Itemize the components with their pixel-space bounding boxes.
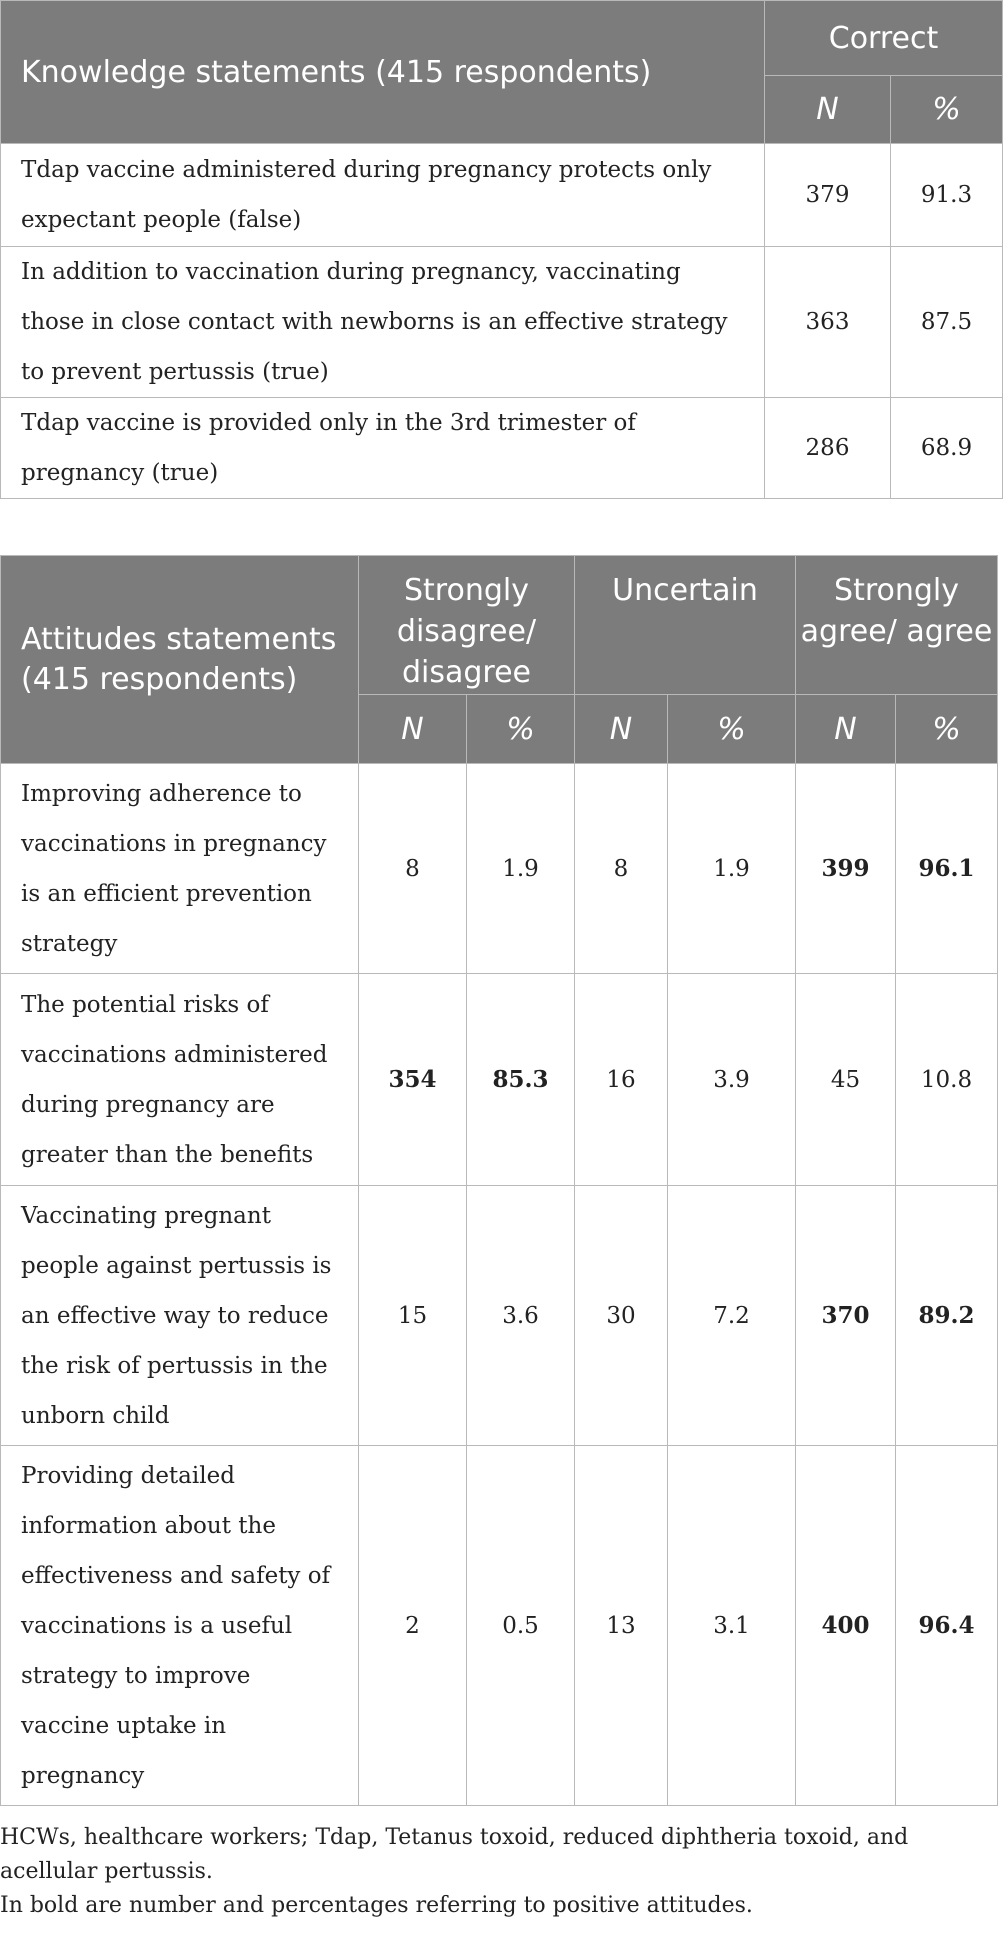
table-row bbox=[1, 144, 1003, 247]
agree-n-cell: 400 bbox=[796, 1446, 896, 1806]
agree-pct-cell: 96.1 bbox=[896, 764, 998, 974]
attitudes-table bbox=[0, 555, 998, 1806]
agree-n-cell: 45 bbox=[796, 974, 896, 1186]
pct-header: % bbox=[891, 76, 1003, 144]
table-row bbox=[1, 247, 1003, 398]
knowledge-header: Knowledge statements (415 respondents) bbox=[1, 1, 765, 144]
bold-note: In bold are number and percentages referring to positive attitudes. bbox=[0, 1893, 753, 1918]
disagree-pct-cell: 0.5 bbox=[467, 1446, 575, 1806]
pct-header: % bbox=[896, 695, 998, 764]
pct-cell: 87.5 bbox=[891, 247, 1003, 398]
statement-cell: Tdap vaccine is provided only in the 3rd trimester of pregnancy (true) bbox=[1, 398, 765, 499]
uncertain-pct-cell: 3.1 bbox=[668, 1446, 796, 1806]
n-cell: 363 bbox=[765, 247, 891, 398]
disagree-n-cell: 8 bbox=[359, 764, 467, 974]
disagree-header: Strongly disagree/ disagree bbox=[359, 556, 575, 695]
uncertain-n-cell: 13 bbox=[575, 1446, 668, 1806]
uncertain-pct-cell: 1.9 bbox=[668, 764, 796, 974]
disagree-n-cell: 354 bbox=[359, 974, 467, 1186]
pct-cell: 68.9 bbox=[891, 398, 1003, 499]
disagree-pct-cell: 85.3 bbox=[467, 974, 575, 1186]
statement-cell: Improving adherence to vaccinations in pregnancy is an efficient prevention strategy bbox=[1, 764, 359, 974]
statement-cell: Vaccinating pregnant people against pertussis is an effective way to reduce the risk of pertussis in the unborn child bbox=[1, 1186, 359, 1446]
pct-cell: 91.3 bbox=[891, 144, 1003, 247]
agree-header: Strongly agree/ agree bbox=[796, 556, 998, 695]
abbreviations-note: HCWs, healthcare workers; Tdap, Tetanus toxoid, reduced diphtheria toxoid, and acellular pertussis. bbox=[0, 1825, 909, 1884]
uncertain-header: Uncertain bbox=[575, 556, 796, 695]
n-header: N bbox=[765, 76, 891, 144]
attitudes-header: Attitudes statements (415 respondents) bbox=[1, 556, 359, 764]
statement-cell: Providing detailed information about the effectiveness and safety of vaccinations is a useful strategy to improve vaccine uptake in pregnancy bbox=[1, 1446, 359, 1806]
table-row bbox=[1, 398, 1003, 499]
n-header: N bbox=[575, 695, 668, 764]
agree-pct-cell: 96.4 bbox=[896, 1446, 998, 1806]
disagree-n-cell: 2 bbox=[359, 1446, 467, 1806]
table-row bbox=[1, 1446, 998, 1806]
uncertain-n-cell: 8 bbox=[575, 764, 668, 974]
agree-n-cell: 370 bbox=[796, 1186, 896, 1446]
n-header: N bbox=[359, 695, 467, 764]
uncertain-pct-cell: 3.9 bbox=[668, 974, 796, 1186]
pct-header: % bbox=[668, 695, 796, 764]
agree-n-cell: 399 bbox=[796, 764, 896, 974]
n-cell: 379 bbox=[765, 144, 891, 247]
uncertain-n-cell: 16 bbox=[575, 974, 668, 1186]
table-footnotes bbox=[0, 1821, 1000, 1923]
disagree-pct-cell: 3.6 bbox=[467, 1186, 575, 1446]
pct-header: % bbox=[467, 695, 575, 764]
n-cell: 286 bbox=[765, 398, 891, 499]
statement-cell: The potential risks of vaccinations administered during pregnancy are greater than the benefits bbox=[1, 974, 359, 1186]
knowledge-table bbox=[0, 0, 1003, 499]
correct-header: Correct bbox=[765, 1, 1003, 76]
disagree-pct-cell: 1.9 bbox=[467, 764, 575, 974]
disagree-n-cell: 15 bbox=[359, 1186, 467, 1446]
uncertain-n-cell: 30 bbox=[575, 1186, 668, 1446]
table-row bbox=[1, 1186, 998, 1446]
agree-pct-cell: 10.8 bbox=[896, 974, 998, 1186]
table-row bbox=[1, 764, 998, 974]
agree-pct-cell: 89.2 bbox=[896, 1186, 998, 1446]
statement-cell: In addition to vaccination during pregnancy, vaccinating those in close contact with newborns is an effective strategy to prevent pertussis (true) bbox=[1, 247, 765, 398]
n-header: N bbox=[796, 695, 896, 764]
uncertain-pct-cell: 7.2 bbox=[668, 1186, 796, 1446]
statement-cell: Tdap vaccine administered during pregnancy protects only expectant people (false) bbox=[1, 144, 765, 247]
table-row bbox=[1, 974, 998, 1186]
